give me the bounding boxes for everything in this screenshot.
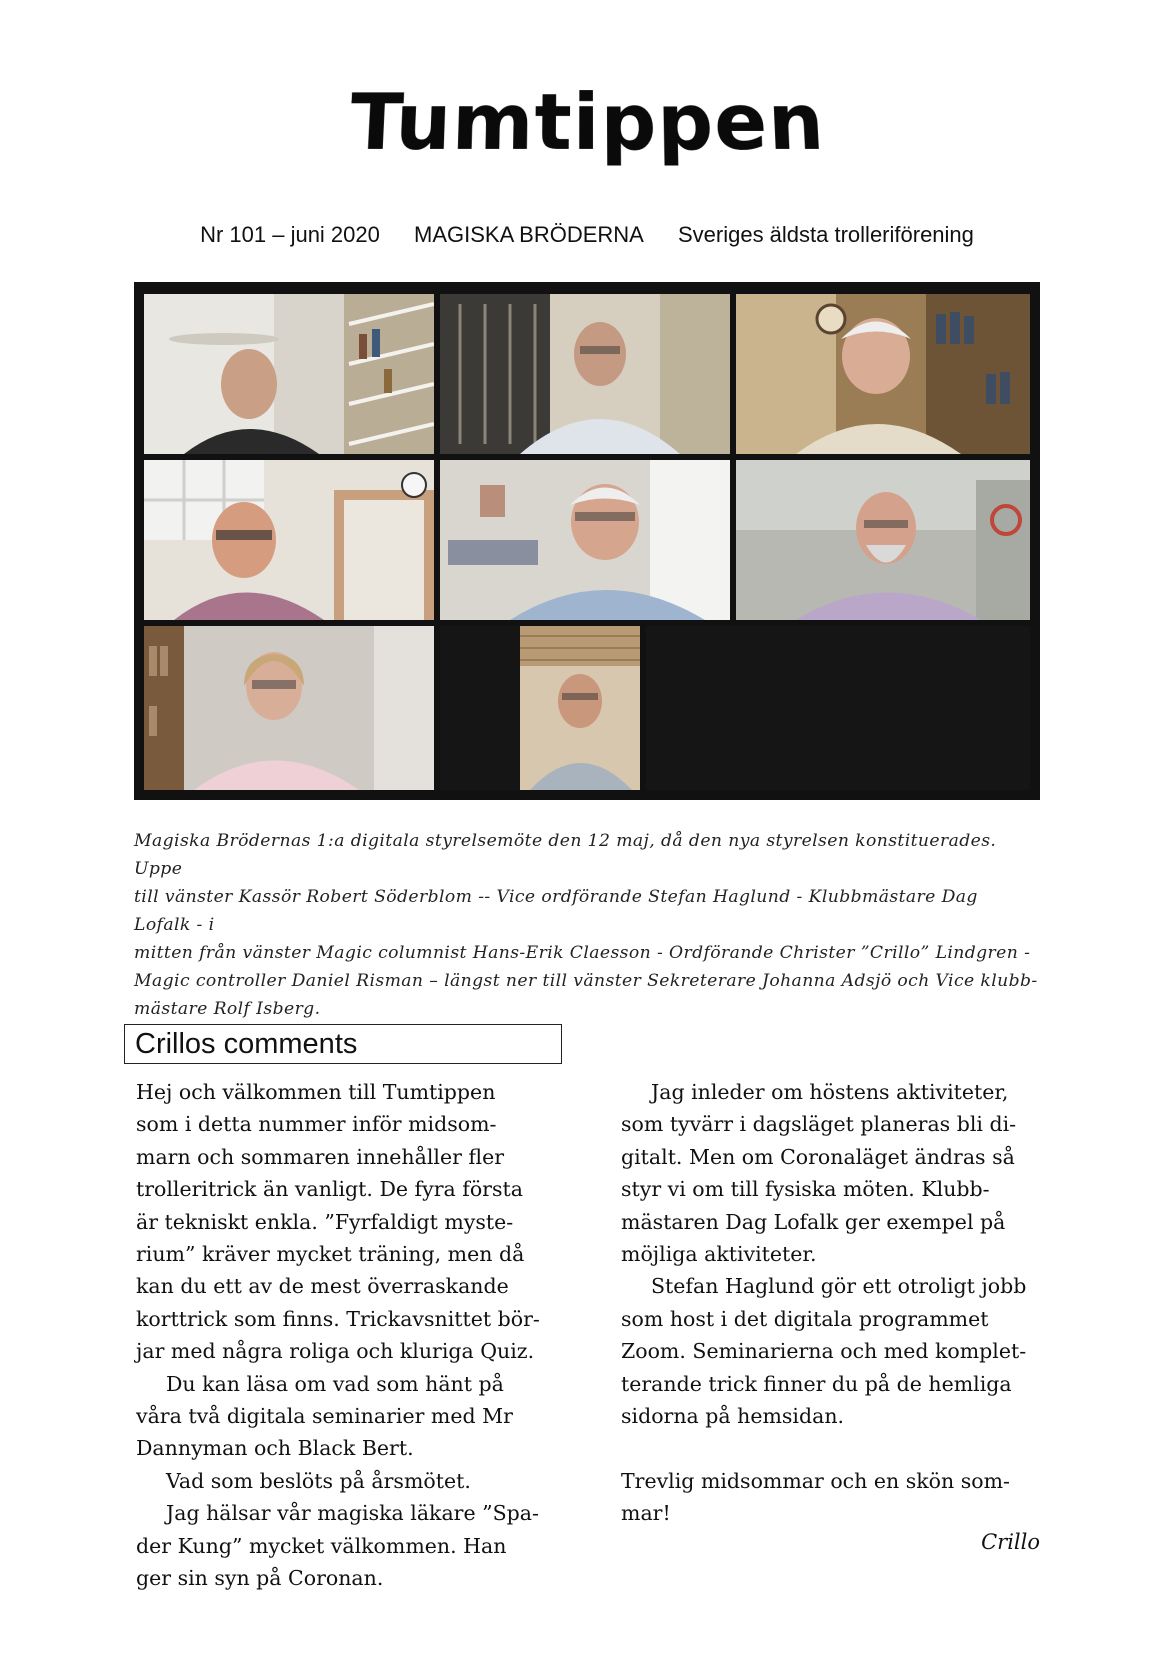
text-line: ger sin syn på Coronan. [136,1566,384,1591]
text-line: gitalt. Men om Coronaläget ändras så [621,1144,1015,1169]
issue-number: Nr 101 – juni 2020 [200,222,380,247]
empty-tile [440,626,520,790]
text-line: som i detta nummer inför midsom- [136,1112,497,1137]
participant-tile [144,626,434,790]
text-line: Jag inleder om höstens aktiviteter, [651,1080,1009,1104]
participant-tile [440,460,730,620]
signature: Crillo [981,1530,1040,1554]
text-line: der Kung” mycket välkommen. Han [136,1533,507,1558]
caption-line: till vänster Kassör Robert Söderblom -- Vice ordförande Stefan Haglund - Klubbmästare Dag Lofalk - i [134,887,978,935]
text-line: våra två digitala seminarier med Mr [136,1404,513,1429]
caption-line: Magiska Brödernas 1:a digitala styrelsemöte den 12 maj, då den nya styrelsen konstituerades. Uppe [134,831,997,879]
empty-tile [646,626,1030,790]
text-line: Hej och välkommen till Tumtippen [136,1080,496,1104]
text-line: Du kan läsa om vad som hänt på [166,1371,504,1396]
newsletter-title: Tumtippen [347,78,827,169]
text-line: Stefan Haglund gör ett otroligt jobb [651,1274,1027,1299]
text-line: möjliga aktiviteter. [621,1242,817,1267]
masthead [0,78,1174,168]
text-line: är tekniskt enkla. ”Fyrfaldigt myste- [136,1209,514,1234]
zoom-meeting-photo [134,282,1040,800]
text-line: Jag hälsar vår magiska läkare ”Spa- [166,1501,539,1526]
text-line: terande trick finner du på de hemliga [621,1371,1012,1396]
paragraph-gap [621,1432,1041,1464]
caption-line: mitten från vänster Magic columnist Hans-Erik Claesson - Ordförande Christer ”Crillo” Lindgren - [134,943,1031,963]
participant-tile [144,460,434,620]
text-line: som tyvärr i dagsläget planeras bli di- [621,1112,1017,1137]
text-line: Trevlig midsommar och en skön som- [621,1468,1010,1493]
text-line: Dannyman och Black Bert. [136,1436,414,1461]
text-line: mästaren Dag Lofalk ger exempel på [621,1209,1006,1234]
text-line: trolleritrick än vanligt. De fyra första [136,1177,523,1202]
participant-tile [520,626,640,790]
text-line: Vad som beslöts på årsmötet. [166,1468,471,1493]
participant-tile [144,294,434,454]
text-line: sidorna på hemsidan. [621,1404,845,1429]
club-tagline: Sveriges äldsta trolleriförening [677,222,974,247]
text-line: styr vi om till fysiska möten. Klubb- [621,1177,990,1202]
participant-tile [736,294,1030,454]
text-line: kan du ett av de mest överraskande [136,1274,509,1299]
text-line: som host i det digitala programmet [621,1306,989,1331]
participant-tile [736,460,1030,620]
text-line: Zoom. Seminarierna och med komplet- [621,1339,1027,1364]
left-column [136,1076,556,1595]
section-title: Crillos comments [135,1028,358,1060]
photo-caption [134,827,1040,1023]
text-line: jar med några roliga och kluriga Quiz. [136,1339,535,1364]
text-line: mar! [621,1501,671,1526]
club-name: MAGISKA BRÖDERNA [414,222,644,247]
participant-tile [440,294,730,454]
issue-line [0,222,1174,248]
caption-line: mästare Rolf Isberg. [134,999,321,1019]
text-line: korttrick som finns. Trickavsnittet bör- [136,1306,540,1331]
right-column [621,1076,1041,1530]
section-heading-box [124,1024,562,1064]
caption-line: Magic controller Daniel Risman – längst ner till vänster Sekreterare Johanna Adsjö och Vice klubb- [134,971,1038,991]
text-line: rium” kräver mycket träning, men då [136,1242,525,1267]
text-line: marn och sommaren innehåller fler [136,1144,505,1169]
